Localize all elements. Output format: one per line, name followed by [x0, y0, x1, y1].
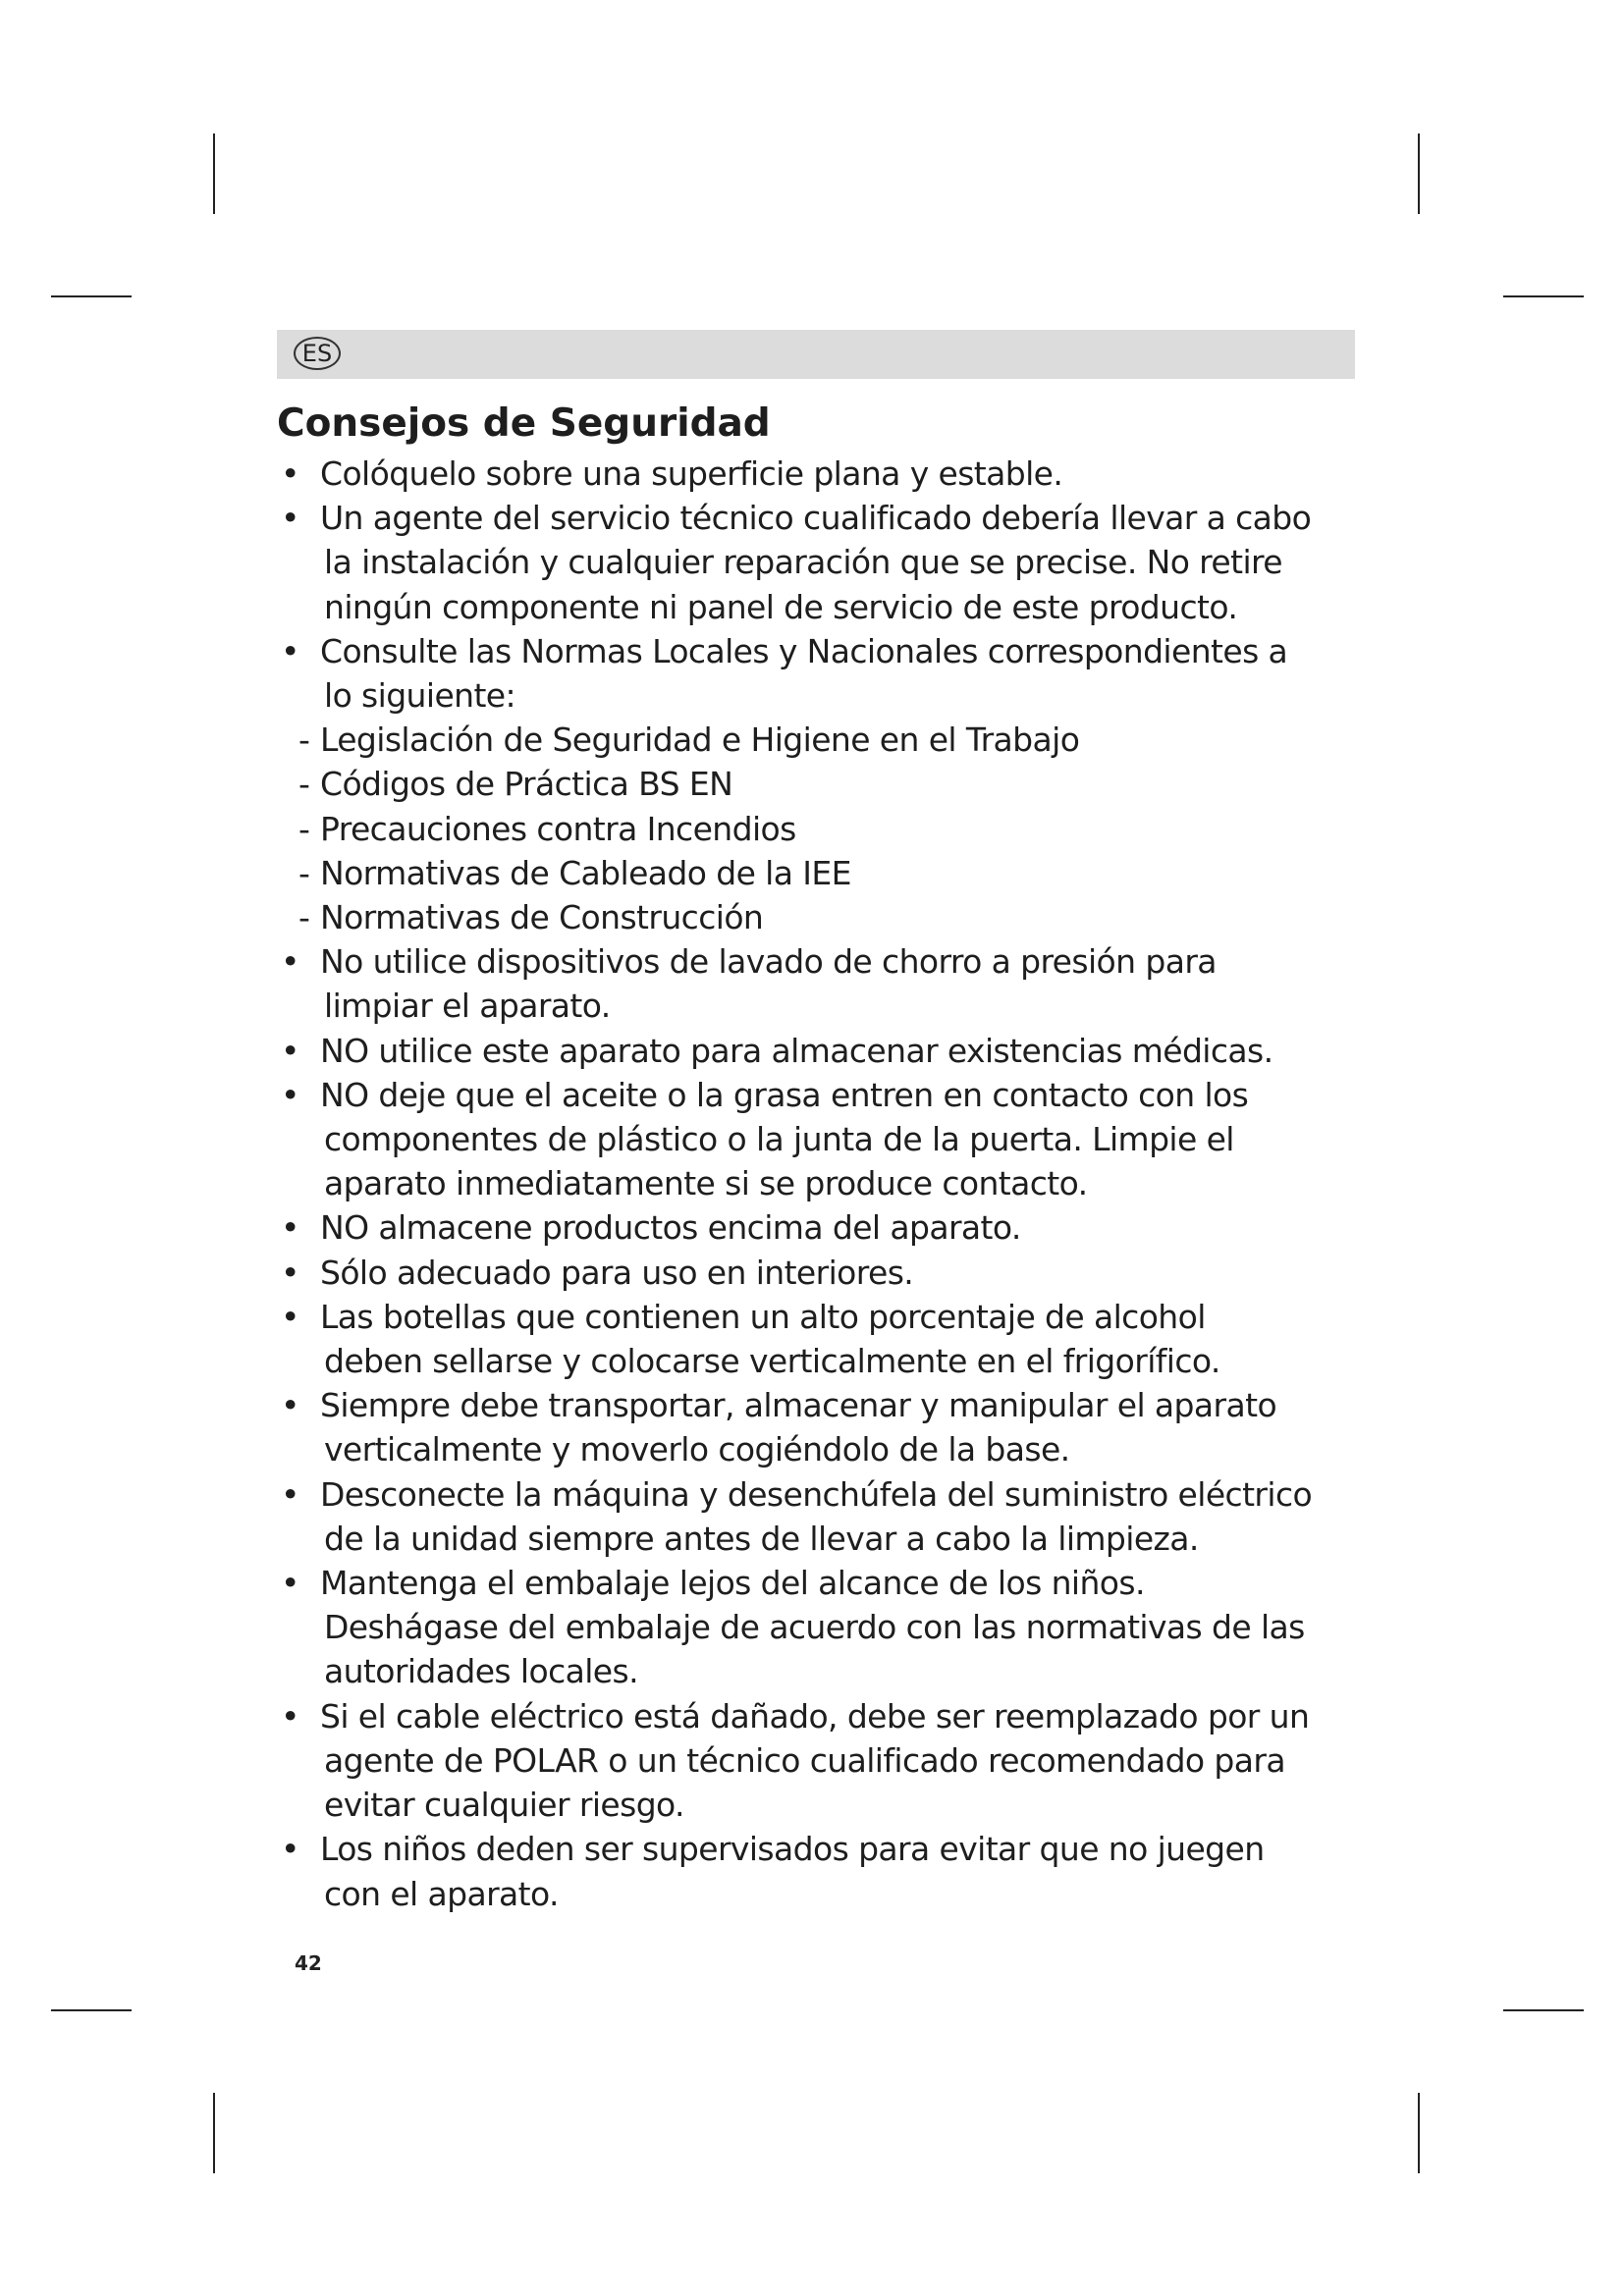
bullet-icon: • — [281, 1474, 299, 1514]
list-item: • Mantenga el embalaje lejos del alcance de los niños. Deshágase del embalaje de acuerdo con las normativas de las autoridades locales. — [277, 1561, 1367, 1694]
crop-mark-top-right — [1418, 133, 1420, 214]
section-title: Consejos de Seguridad — [277, 401, 771, 446]
bullet-icon: • — [281, 1564, 299, 1603]
sub-list-item: - Precauciones contra Incendios — [298, 807, 1367, 851]
list-item: • NO deje que el aceite o la grasa entren en contacto con los componentes de plástico o la junta de la puerta. Limpie el aparato inmediatamente si se produce contacto. — [277, 1073, 1367, 1206]
safety-list-continued — [277, 939, 1367, 1915]
list-item: • NO utilice este aparato para almacenar existencias médicas. — [277, 1029, 1367, 1073]
sub-list-item: - Normativas de Cableado de la IEE — [298, 851, 1367, 895]
bullet-icon: • — [281, 1075, 299, 1114]
crop-mark-bottom-left — [213, 2093, 215, 2173]
list-item: • Las botellas que contienen un alto porcentaje de alcohol deben sellarse y colocarse verticalmente en el frigorífico. — [277, 1295, 1367, 1383]
crop-mark-left-lower — [51, 2009, 132, 2011]
dash-icon: - — [298, 765, 310, 804]
sub-list-item: - Códigos de Práctica BS EN — [298, 762, 1367, 806]
bullet-icon: • — [281, 1031, 299, 1070]
list-item: • Desconecte la máquina y desenchúfela del suministro eléctrico de la unidad siempre antes de llevar a cabo la limpieza. — [277, 1472, 1367, 1561]
bullet-icon: • — [281, 1253, 299, 1292]
list-item: • Sólo adecuado para uso en interiores. — [277, 1251, 1367, 1295]
crop-mark-bottom-right — [1418, 2093, 1420, 2173]
crop-mark-top-left — [213, 133, 215, 214]
list-item: • No utilice dispositivos de lavado de chorro a presión para limpiar el aparato. — [277, 939, 1367, 1028]
list-item-line: lo siguiente: — [324, 676, 516, 716]
page-number: 42 — [295, 1951, 322, 1975]
language-badge: ES — [294, 337, 341, 370]
list-item-line: la instalación y cualquier reparación que se precise. No retire — [324, 543, 1282, 582]
crop-mark-right-lower — [1503, 2009, 1584, 2011]
list-item — [277, 629, 1367, 718]
bullet-icon: • — [281, 1386, 299, 1425]
list-item-line: Un agente del servicio técnico cualificado debería llevar a cabo — [320, 499, 1312, 538]
crop-mark-right-upper — [1503, 295, 1584, 297]
bullet-icon: • — [281, 1208, 299, 1248]
dash-icon: - — [298, 898, 310, 937]
sub-list — [298, 718, 1367, 939]
bullet-icon: • — [281, 499, 299, 538]
bullet-icon: • — [281, 1696, 299, 1735]
list-item-line: ningún componente ni panel de servicio de este producto. — [324, 587, 1238, 626]
language-header-bar — [277, 330, 1355, 379]
list-item — [277, 452, 1367, 496]
safety-section — [277, 397, 1367, 1916]
list-item: • NO almacene productos encima del aparato. — [277, 1205, 1367, 1250]
dash-icon: - — [298, 853, 310, 892]
list-item-line: Colóquelo sobre una superficie plana y estable. — [320, 454, 1063, 493]
dash-icon: - — [298, 809, 310, 848]
list-item: • Siempre debe transportar, almacenar y manipular el aparato verticalmente y moverlo cogiéndolo de la base. — [277, 1383, 1367, 1471]
list-item: • Los niños deden ser supervisados para evitar que no juegen con el aparato. — [277, 1827, 1367, 1915]
sub-list-item: - Legislación de Seguridad e Higiene en el Trabajo — [298, 718, 1367, 762]
list-item: • Si el cable eléctrico está dañado, debe ser reemplazado por un agente de POLAR o un técnico cualificado recomendado para evitar cualquier riesgo. — [277, 1694, 1367, 1828]
list-item-line: Consulte las Normas Locales y Nacionales correspondientes a — [320, 631, 1288, 670]
sub-list-item: - Normativas de Construcción — [298, 895, 1367, 939]
bullet-icon: • — [281, 631, 299, 670]
bullet-icon: • — [281, 1297, 299, 1336]
bullet-icon: • — [281, 942, 299, 982]
bullet-icon: • — [281, 1830, 299, 1869]
list-item — [277, 496, 1367, 629]
safety-list — [277, 452, 1367, 718]
bullet-icon: • — [281, 454, 299, 493]
dash-icon: - — [298, 721, 310, 760]
crop-mark-left-upper — [51, 295, 132, 297]
